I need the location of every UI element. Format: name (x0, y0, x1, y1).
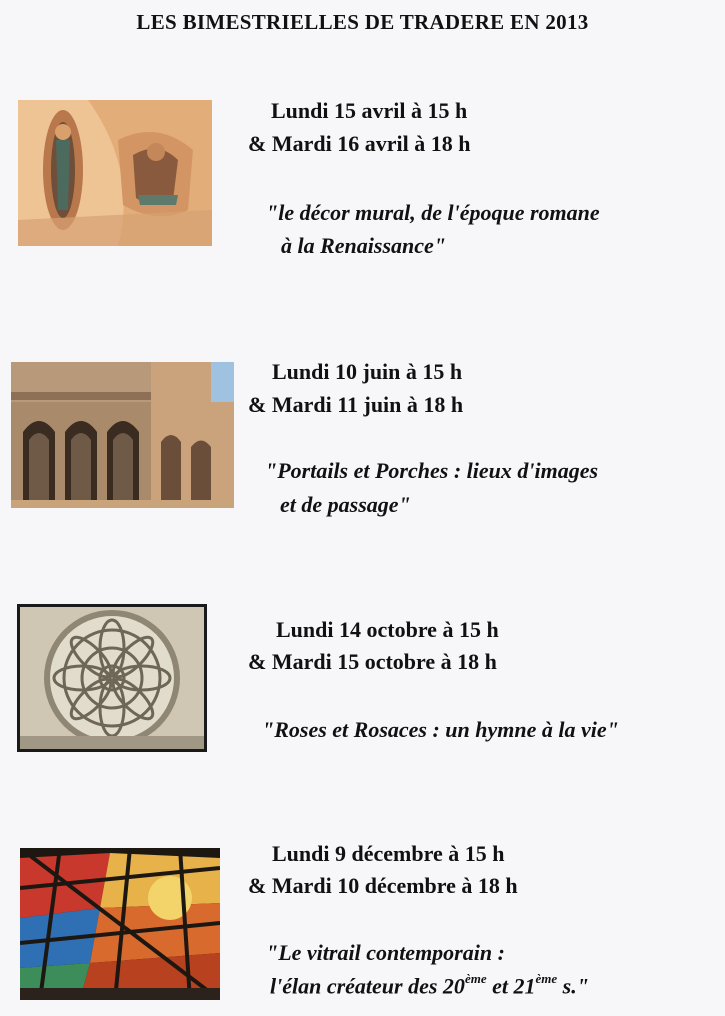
event-quote-line-1: "le décor mural, de l'époque romane (266, 200, 600, 225)
event-quote-line-2: à la Renaissance" (281, 233, 446, 258)
event-date-line-2: & Mardi 15 octobre à 18 h (248, 649, 497, 674)
event-date-line-1: Lundi 15 avril à 15 h (271, 98, 468, 123)
romanesque-porch-image (11, 362, 234, 508)
event-quote-line-1: "Le vitrail contemporain : (266, 940, 505, 965)
superscript: ème (535, 971, 558, 986)
superscript: ème (464, 971, 487, 986)
event-date-line-2: & Mardi 16 avril à 18 h (248, 131, 471, 156)
quote-text: et 21 (486, 973, 536, 999)
event-date-line-1: Lundi 14 octobre à 15 h (276, 617, 499, 642)
rose-window-image (17, 604, 207, 752)
event-date-line-1: Lundi 10 juin à 15 h (272, 359, 463, 384)
quote-text: l'élan créateur des 20 (270, 973, 465, 999)
event-quote-line-2 (270, 973, 589, 999)
event-quote-line-1: "Portails et Porches : lieux d'images (265, 458, 599, 483)
event-quote-line-2: et de passage" (280, 492, 411, 517)
event-date-line-1: Lundi 9 décembre à 15 h (272, 841, 505, 866)
page-title: LES BIMESTRIELLES DE TRADERE EN 2013 (136, 10, 589, 34)
stained-glass-image (20, 848, 220, 1000)
event-date-line-2: & Mardi 10 décembre à 18 h (248, 873, 518, 898)
quote-text: s." (557, 973, 589, 999)
event-quote-line-1: "Roses et Rosaces : un hymne à la vie" (262, 717, 619, 742)
event-date-line-2: & Mardi 11 juin à 18 h (248, 392, 464, 417)
